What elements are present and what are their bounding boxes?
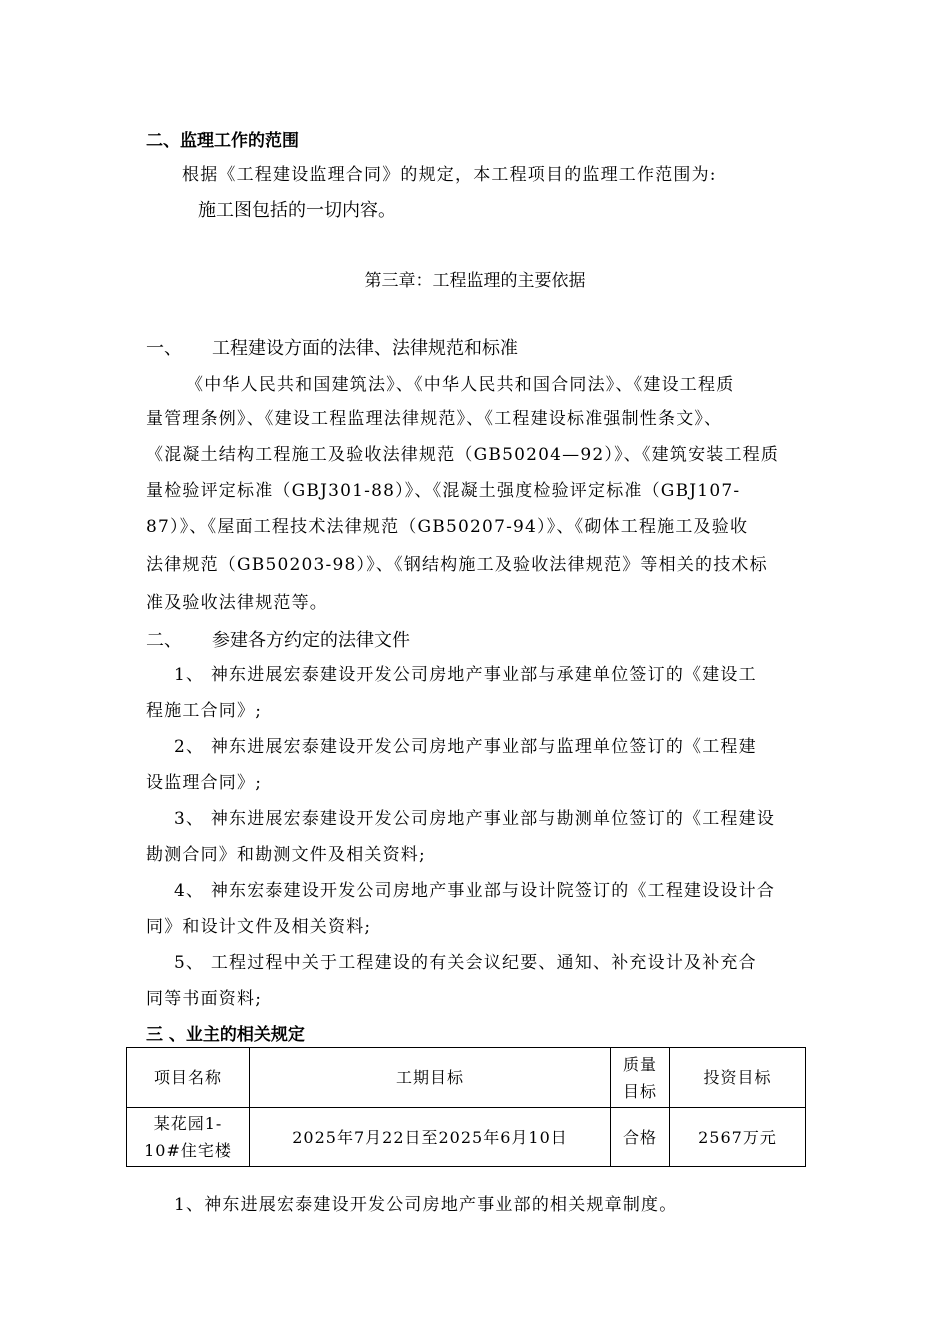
part1-line: 《中华人民共和国建筑法》、《中华人民共和国合同法》、《建设工程质: [186, 375, 735, 395]
scope-paragraph: 根据《工程建设监理合同》的规定，本工程项目的监理工作范围为:: [182, 165, 717, 185]
cell-quality: 合格: [611, 1108, 670, 1167]
table-header-row: [127, 1048, 806, 1108]
part2-number: 二、: [146, 630, 182, 651]
part2-item-cont: 程施工合同》;: [146, 701, 263, 721]
part1-line: 量检验评定标准（GBJ301-88）》、《混凝土强度检验评定标准（GBJ107-: [146, 481, 741, 501]
part3-heading: 三 、业主的相关规定: [146, 1025, 305, 1045]
part2-heading: 参建各方约定的法律文件: [212, 630, 410, 651]
part1-line: 量管理条例》、《建设工程监理法律规范》、《工程建设标准强制性条文》、: [146, 409, 723, 429]
part2-item-cont: 同等书面资料;: [146, 989, 263, 1009]
part1-line: 《混凝土结构工程施工及验收法律规范（GB50204—92）》、《建筑安装工程质: [146, 445, 780, 465]
part2-item: 5、 工程过程中关于工程建设的有关会议纪要、通知、补充设计及补充合: [174, 953, 757, 973]
chapter-title: 第三章：工程监理的主要依据: [364, 271, 586, 291]
header-invest-goal: 投资目标: [670, 1048, 806, 1108]
header-period-goal: 工期目标: [250, 1048, 611, 1108]
part2-item: 2、 神东进展宏泰建设开发公司房地产事业部与监理单位签订的《工程建: [174, 737, 757, 757]
owner-regulation-note: 1、神东进展宏泰建设开发公司房地产事业部的相关规章制度。: [174, 1195, 678, 1215]
cell-project-name: [127, 1108, 250, 1167]
cell-project-name-line2: 10#住宅楼: [144, 1141, 232, 1160]
part2-item-cont: 同》和设计文件及相关资料;: [146, 917, 372, 937]
part2-item-cont: 勘测合同》和勘测文件及相关资料;: [146, 845, 426, 865]
part1-line: 法律规范（GB50203-98）》、《钢结构施工及验收法律规范》等相关的技术标: [146, 555, 768, 575]
cell-period: 2025年7月22日至2025年6月10日: [250, 1108, 611, 1167]
header-project-name: 项目名称: [127, 1048, 250, 1108]
part2-item-cont: 设监理合同》;: [146, 773, 263, 793]
part1-line: 准及验收法律规范等。: [146, 593, 328, 613]
scope-content: 施工图包括的一切内容。: [198, 200, 396, 221]
part1-number: 一、: [146, 338, 182, 359]
table-row: [127, 1108, 806, 1167]
section-heading-scope: 二、监理工作的范围: [146, 131, 299, 151]
part1-heading: 工程建设方面的法律、法律规范和标准: [212, 338, 518, 359]
part2-item: 1、 神东进展宏泰建设开发公司房地产事业部与承建单位签订的《建设工: [174, 665, 757, 685]
owner-goals-table: [126, 1047, 806, 1167]
cell-project-name-line1: 某花园1-: [153, 1114, 223, 1133]
part2-item: 3、 神东进展宏泰建设开发公司房地产事业部与勘测单位签订的《工程建设: [174, 809, 776, 829]
cell-invest: 2567万元: [670, 1108, 806, 1167]
part1-line: 87）》、《屋面工程技术法律规范（GB50207-94）》、《砌体工程施工及验收: [146, 517, 749, 537]
header-quality-goal: [611, 1048, 670, 1108]
part2-item: 4、 神东宏泰建设开发公司房地产事业部与设计院签订的《工程建设设计合: [174, 881, 776, 901]
header-quality-line1: 质量: [622, 1054, 657, 1074]
header-quality-line2: 目标: [622, 1081, 657, 1101]
